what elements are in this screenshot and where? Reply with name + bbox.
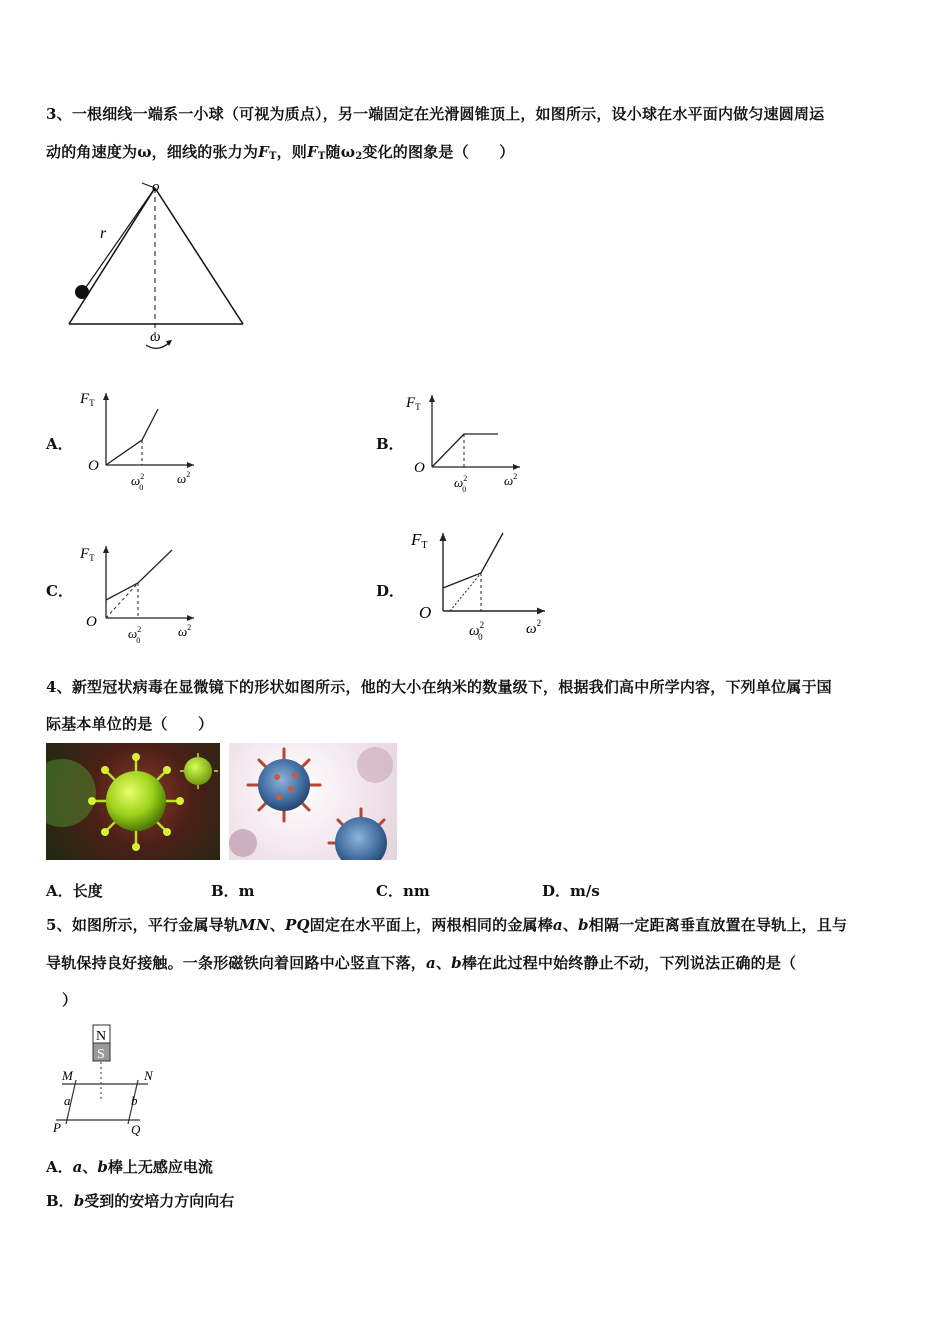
graph-d-w2: $\omega^2$	[526, 618, 542, 637]
cone-figure	[60, 178, 260, 356]
q5-option-b-rod-b: b	[73, 1192, 85, 1210]
q5-option-a	[46, 1156, 213, 1177]
graph-c-w0: $\omega^2$ 0	[128, 625, 142, 645]
graph-b-origin: O	[414, 460, 425, 476]
label-a: a	[64, 1093, 71, 1108]
graph-c	[76, 538, 206, 648]
graph-a-w2: $\omega^2$	[177, 470, 191, 486]
omega-label: ω	[150, 329, 161, 345]
q5-line-1-part-b: 固定在水平面上，两根相同的金属棒	[309, 916, 553, 934]
ft-subscript-2: T	[317, 151, 326, 162]
q5-option-a-rod-b: b	[97, 1158, 108, 1176]
q5-line-2-part-a: 导轨保持良好接触。一条形磁铁向着回路中心竖直下落，	[46, 954, 427, 972]
graph-d-origin: O	[419, 603, 432, 622]
q4-option-a: A．长度	[46, 882, 103, 900]
graph-d	[405, 523, 555, 648]
q3-line-2	[46, 141, 514, 162]
graph-c-dash-origin	[106, 583, 138, 618]
q4-line-1: 4、新型冠状病毒在显微镜下的形状如图所示，他的大小在纳米的数量级下，根据我们高中所学内容，下列单位属于国	[46, 678, 832, 696]
graph-b	[402, 387, 532, 497]
label-n: N	[144, 1068, 153, 1083]
graph-d-y-label: FT	[411, 530, 428, 551]
rod-b-label-2: b	[451, 954, 462, 972]
label-b: b	[131, 1093, 138, 1108]
graph-c-curve	[106, 550, 172, 600]
q3-option-c-label: C．	[46, 582, 73, 600]
q3-line-2-part-b: ，则	[276, 143, 308, 161]
q5-option-a-prefix: A．	[46, 1158, 73, 1176]
q5-option-a-sep: 、	[82, 1158, 98, 1176]
q4-option-c: C．nm	[376, 882, 430, 900]
label-p: P	[53, 1120, 61, 1135]
rail-mn-label: MN	[239, 916, 270, 934]
label-m: M	[62, 1068, 73, 1083]
graph-b-w0: $\omega^2$ 0	[454, 474, 468, 494]
ft-symbol-2: F	[307, 143, 318, 161]
ft-symbol: F	[258, 143, 269, 161]
cone-left-edge	[69, 188, 155, 324]
graph-b-arrows	[429, 395, 520, 470]
ball	[75, 285, 89, 299]
q5-sep-2: 、	[562, 916, 579, 934]
graph-d-w0: $\omega^2$ 0	[469, 620, 485, 642]
graph-a-arrows	[103, 393, 194, 468]
graph-c-arrows	[103, 546, 194, 621]
graph-c-origin: O	[86, 614, 97, 630]
rail-figure	[48, 1022, 168, 1142]
cone-right-edge	[155, 188, 243, 324]
q5-line-2	[46, 952, 796, 973]
apex-label: o	[152, 179, 160, 195]
graph-a	[76, 385, 206, 495]
q5-line-3: ）	[62, 991, 78, 1009]
rod-a-label-2: a	[426, 954, 436, 972]
q4-option-b: B．m	[211, 882, 255, 900]
graph-b-curve	[432, 434, 498, 467]
q5-option-b-text: 受到的安培力方向向右	[84, 1192, 235, 1210]
graph-d-curve	[443, 533, 503, 588]
graph-d-arrows	[440, 533, 546, 615]
graph-b-y-label: $F_T$	[406, 395, 421, 412]
ft-subscript: T	[268, 151, 277, 162]
graph-b-w2: $\omega^2$	[504, 472, 518, 488]
q5-line-2-part-b: 棒在此过程中始终静止不动，下列说法正确的是（	[461, 954, 797, 972]
virus-image-blue	[229, 743, 397, 860]
q5-line-1-part-a: 5、如图所示，平行金属导轨	[46, 916, 240, 934]
graph-a-w0: $\omega^2$ 0	[131, 472, 145, 492]
q3-line-1: 3、一根细线一端系一小球（可视为质点），另一端固定在光滑圆锥顶上，如图所示，设小球在水平面内做匀速圆周运	[46, 105, 825, 123]
q3-line-2-part-d: 变化的图象是（ ）	[362, 143, 515, 161]
q5-option-b-prefix: B．	[46, 1192, 74, 1210]
q5-line-1	[46, 914, 847, 935]
graph-a-origin: O	[88, 458, 99, 474]
q4-option-d: D．m/s	[542, 882, 600, 900]
magnet-s-label: S	[97, 1047, 105, 1062]
graph-c-w2: $\omega^2$	[178, 623, 192, 639]
virus-image-green	[46, 743, 220, 860]
label-q: Q	[131, 1122, 141, 1137]
q5-option-b	[46, 1190, 234, 1211]
graph-c-y-label: $F_T$	[80, 546, 95, 563]
q3-option-b-label: B．	[376, 435, 404, 453]
string-line	[84, 188, 155, 290]
omega-subscript: 2	[355, 151, 363, 162]
q5-line-1-part-c: 相隔一定距离垂直放置在导轨上，且与	[588, 916, 848, 934]
q5-sep-1: 、	[269, 916, 285, 934]
rod-b-label: b	[578, 916, 589, 934]
magnet-n-label: N	[96, 1029, 107, 1044]
q3-line-2-part-c: 随ω	[325, 143, 356, 161]
q5-option-a-text: 棒上无感应电流	[107, 1158, 213, 1176]
q3-option-a-label: A．	[46, 435, 73, 453]
rail-pq-label: PQ	[284, 916, 310, 934]
q4-line-2: 际基本单位的是（ ）	[46, 715, 214, 733]
graph-a-curve	[106, 409, 158, 465]
q3-line-2-part-a: 动的角速度为ω，细线的张力为	[46, 143, 259, 161]
q5-sep-3: 、	[435, 954, 452, 972]
rod-a-label: a	[552, 916, 563, 934]
q3-option-d-label: D．	[376, 582, 405, 600]
graph-a-y-label: $F_T$	[80, 391, 95, 408]
string-r-label: r	[100, 225, 107, 242]
q5-option-a-rod-a: a	[72, 1158, 83, 1176]
